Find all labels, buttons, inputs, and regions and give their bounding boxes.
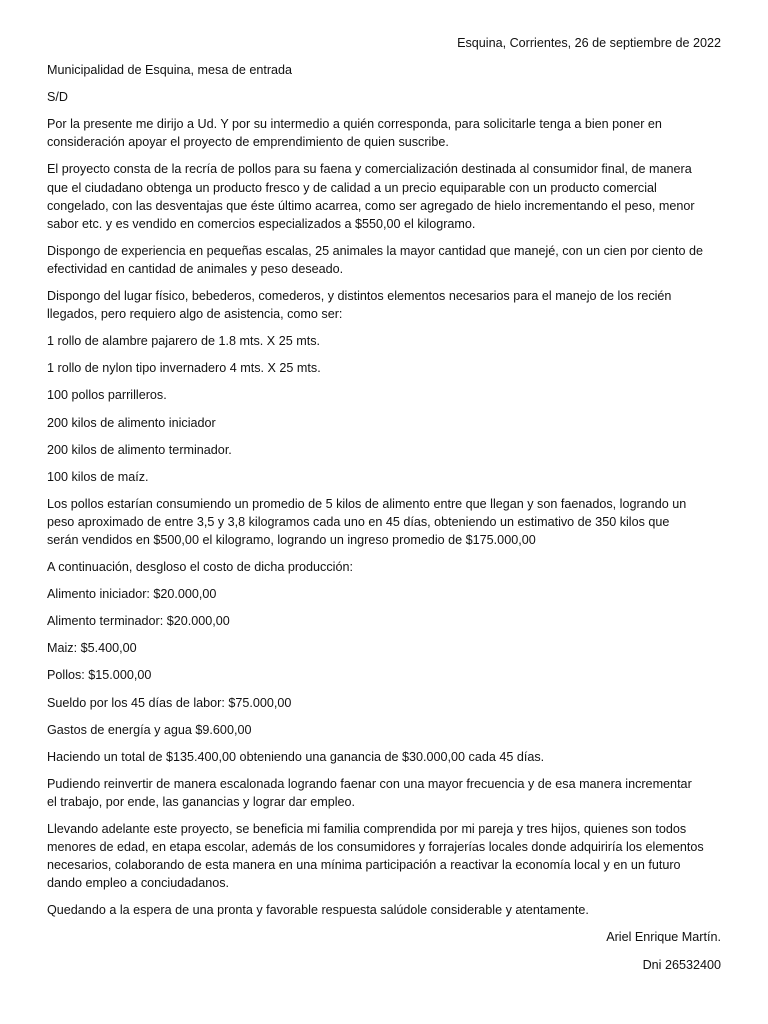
salutation: S/D: [47, 90, 68, 105]
needs-item: 100 kilos de maíz.: [47, 469, 149, 484]
consumption-line: peso aproximado de entre 3,5 y 3,8 kilogramos cada uno en 45 días, obteniendo un estimativo de 350 kilos que: [47, 514, 670, 529]
experience-line: efectividad en cantidad de animales y peso deseado.: [47, 261, 344, 276]
reinvest-line: Pudiendo reinvertir de manera escalonada logrando faenar con una mayor frecuencia y de esa manera incrementar: [47, 776, 692, 791]
place-line: llegados, pero requiero algo de asistencia, como ser:: [47, 307, 343, 322]
reinvest-line: el trabajo, por ende, las ganancias y lograr dar empleo.: [47, 794, 356, 809]
project-line: congelado, con las desventajas que éste último acarrea, como ser agregado de hielo incrementando el peso, menor: [47, 198, 695, 213]
consumption-line: serán vendidos en $500,00 el kilogramo, logrando un ingreso promedio de $175.000,00: [47, 532, 536, 547]
intro-line: Por la presente me dirijo a Ud. Y por su intermedio a quién corresponda, para solicitarle tenga a bien poner en: [47, 117, 662, 132]
reinvest-paragraph: [47, 775, 721, 811]
breakdown-intro: A continuación, desgloso el costo de dicha producción:: [47, 560, 353, 575]
benefit-line: necesarios, colaborando de esta manera en una mínima participación a reactivar la economía local y en un futuro: [47, 858, 681, 873]
needs-item: 200 kilos de alimento terminador.: [47, 442, 232, 457]
total-line: Haciendo un total de $135.400,00 obteniendo una ganancia de $30.000,00 cada 45 días.: [47, 749, 545, 764]
needs-item: 100 pollos parrilleros.: [47, 388, 167, 403]
cost-item: Sueldo por los 45 días de labor: $75.000,00: [47, 695, 292, 710]
experience-line: Dispongo de experiencia en pequeñas escalas, 25 animales la mayor cantidad que manejé, con un cien por ciento de: [47, 243, 704, 258]
cost-item: Maiz: $5.400,00: [47, 641, 137, 656]
consumption-line: Los pollos estarían consumiendo un promedio de 5 kilos de alimento entre que llegan y son faenados, logrando un: [47, 496, 687, 511]
intro-paragraph: [47, 115, 721, 151]
recipient-line: Municipalidad de Esquina, mesa de entrada: [47, 63, 293, 78]
project-line: sabor etc. y es vendido en comercios especializados a $550,00 el kilogramo.: [47, 216, 476, 231]
cost-item: Pollos: $15.000,00: [47, 668, 152, 683]
signature-name: Ariel Enrique Martín.: [606, 930, 721, 945]
place-paragraph: [47, 287, 721, 323]
closing-line: Quedando a la espera de una pronta y favorable respuesta salúdole considerable y atentamente.: [47, 903, 589, 918]
cost-item: Alimento terminador: $20.000,00: [47, 614, 230, 629]
benefit-line: Llevando adelante este proyecto, se beneficia mi familia comprendida por mi pareja y tres hijos, quienes son todos: [47, 822, 687, 836]
needs-item: 1 rollo de alambre pajarero de 1.8 mts. X 25 mts.: [47, 334, 320, 349]
date-line: Esquina, Corrientes, 26 de septiembre de 2022: [457, 36, 721, 50]
signature-id: Dni 26532400: [642, 957, 721, 972]
benefit-line: dando empleo a conciudadanos.: [47, 876, 230, 891]
benefit-paragraph: [47, 820, 721, 892]
benefit-line: menores de edad, en etapa escolar, además de los consumidores y forrajerías locales donde adquiriría los elementos: [47, 840, 704, 855]
experience-paragraph: [47, 242, 721, 278]
project-line: El proyecto consta de la recría de pollos para su faena y comercialización destinada al consumidor final, de manera: [47, 162, 692, 177]
place-line: Dispongo del lugar físico, bebederos, comederos, y distintos elementos necesarios para el manejo de los recién: [47, 289, 672, 304]
needs-item: 1 rollo de nylon tipo invernadero 4 mts. X 25 mts.: [47, 361, 321, 376]
cost-item: Gastos de energía y agua $9.600,00: [47, 722, 252, 737]
intro-line: consideración apoyar el proyecto de emprendimiento de quien suscribe.: [47, 135, 449, 150]
consumption-paragraph: [47, 495, 721, 549]
project-paragraph: [47, 160, 721, 232]
cost-item: Alimento iniciador: $20.000,00: [47, 587, 217, 602]
needs-item: 200 kilos de alimento iniciador: [47, 415, 216, 430]
project-line: que el ciudadano obtenga un producto fresco y de calidad a un precio equiparable con un producto comercial: [47, 180, 657, 195]
